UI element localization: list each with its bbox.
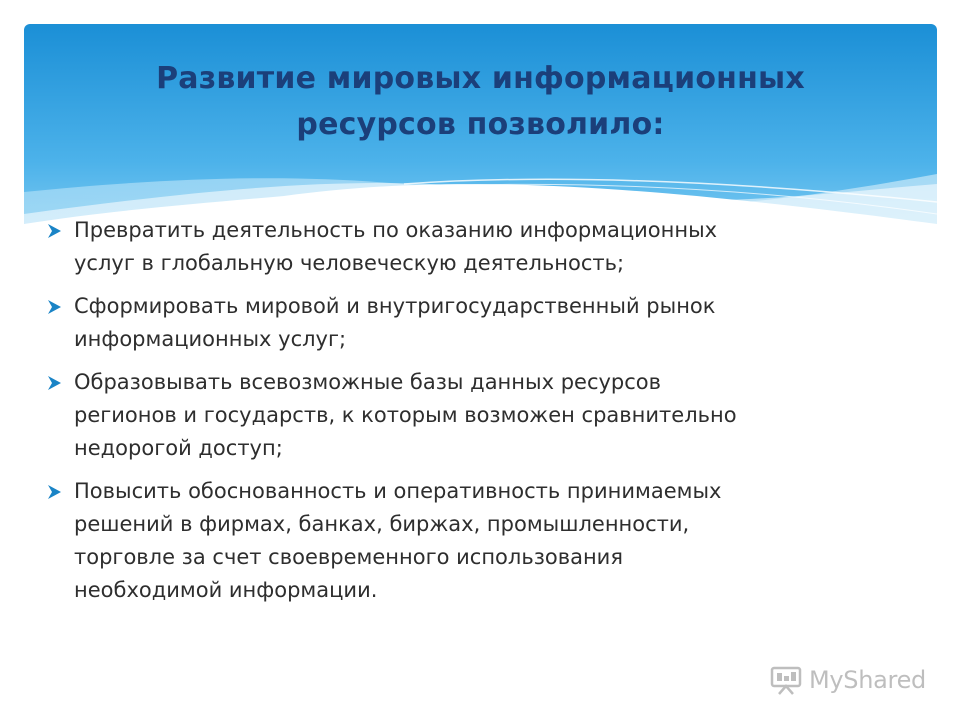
bullet-line: регионов и государств, к которым возможен сравнительно [74,403,737,427]
bullet-line: Сформировать мировой и внутригосударственный рынок [74,294,716,318]
bullet-line: торговле за счет своевременного использования [74,545,623,569]
slide-title-line-2: ресурсов позволило: [296,107,665,142]
slide-title-line-1: Развитие мировых информационных [156,61,805,96]
slide-title [24,56,937,148]
bullet-line: Превратить деятельность по оказанию информационных [74,218,718,242]
presentation-board-icon [769,664,803,696]
watermark-text: MyShared [808,666,926,694]
bullet-line: услуг в глобальную человеческую деятельность; [74,251,625,275]
bullet-line: Образовывать всевозможные базы данных ресурсов [74,370,662,394]
bullet-line: Повысить обоснованность и оперативность принимаемых [74,479,722,503]
bullet-line: недорогой доступ; [74,436,283,460]
watermark [769,660,926,700]
bullet-item [46,366,916,465]
bullet-list [46,214,916,617]
bullet-line: информационных услуг; [74,327,347,351]
bullet-item [46,475,916,607]
bullet-line: необходимой информации. [74,578,378,602]
arrow-right-bullet-icon [46,484,62,500]
arrow-right-bullet-icon [46,223,62,239]
arrow-right-bullet-icon [46,375,62,391]
bullet-line: решений в фирмах, банках, биржах, промышленности, [74,512,690,536]
bullet-item [46,290,916,356]
arrow-right-bullet-icon [46,299,62,315]
bullet-item [46,214,916,280]
